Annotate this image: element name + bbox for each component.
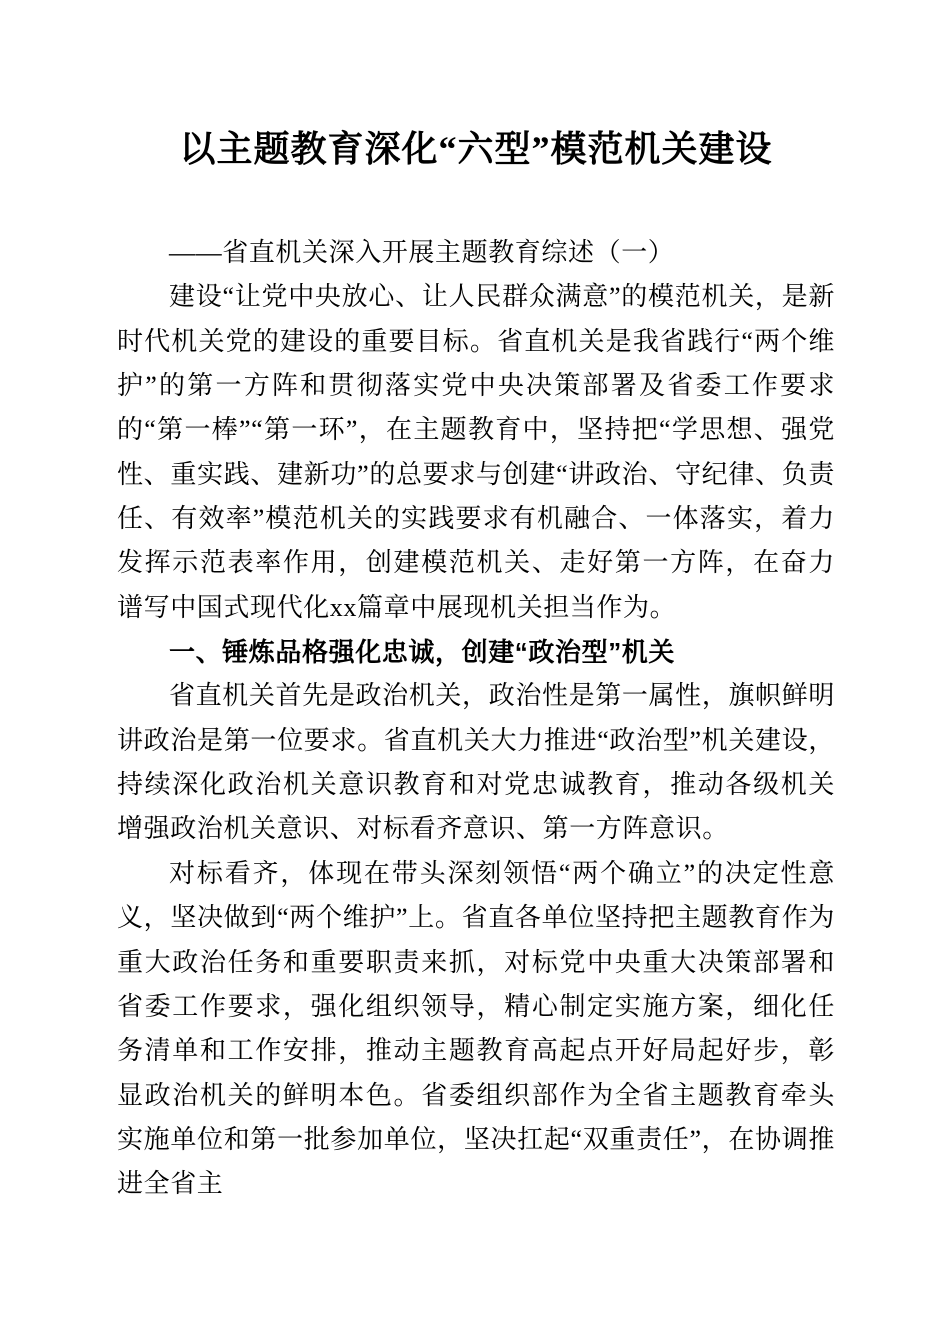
- section-1-paragraph-1: 省直机关首先是政治机关，政治性是第一属性，旗帜鲜明讲政治是第一位要求。省直机关大力推进“政治型”机关建设，持续深化政治机关意识教育和对党忠诚教育，推动各级机关增强政治机关意识、对标看齐意识、第一方阵意识。: [117, 681, 835, 844]
- document-title: 以主题教育深化“六型”模范机关建设: [179, 129, 773, 169]
- section-1-paragraph-2: 对标看齐，体现在带头深刻领悟“两个确立”的决定性意义，坚决做到“两个维护”上。省直各单位坚持把主题教育作为重大政治任务和重要职责来抓，对标党中央重大决策部署和省委工作要求，强化组织领导，精心制定实施方案，细化任务清单和工作安排，推动主题教育高起点开好局起好步，彰显政治机关的鲜明本色。省委组织部作为全省主题教育牵头实施单位和第一批参加单位，坚决扛起“双重责任”，在协调推进全省主: [117, 858, 835, 1199]
- document-subtitle: ——省直机关深入开展主题教育综述（一）: [169, 238, 675, 267]
- section-1-heading: 一、锤炼品格强化忠诚，创建“政治型”机关: [169, 637, 676, 668]
- intro-paragraph: 建设“让党中央放心、让人民群众满意”的模范机关，是新时代机关党的建设的重要目标。省直机关是我省践行“两个维护”的第一方阵和贯彻落实党中央决策部署及省委工作要求的“第一棒”“第一环”，在主题教育中，坚持把“学思想、强党性、重实践、建新功”的总要求与创建“讲政治、守纪律、负责任、有效率”模范机关的实践要求有机融合、一体落实，着力发挥示范表率作用，创建模范机关、走好第一方阵，在奋力谱写中国式现代化xx篇章中展现机关担当作为。: [117, 282, 835, 622]
